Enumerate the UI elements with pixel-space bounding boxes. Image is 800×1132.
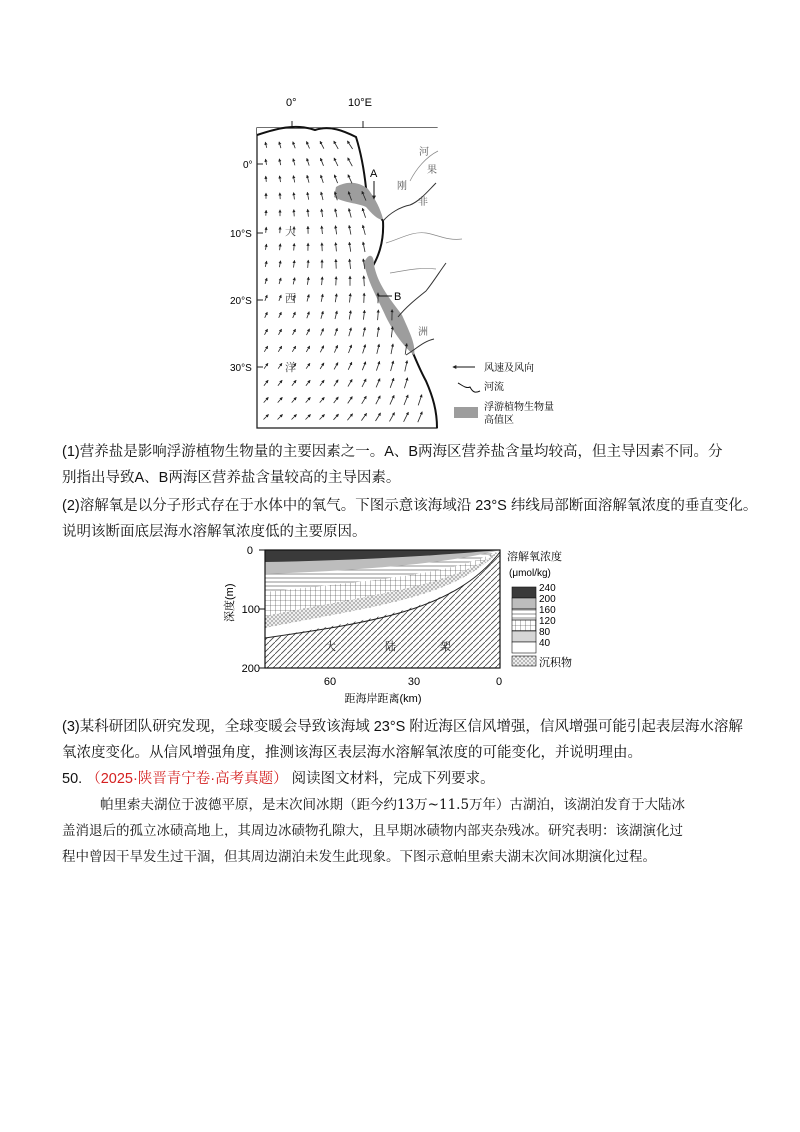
wind-arrow: [278, 380, 282, 385]
question-2-line-2: 说明该断面底层海水溶解氧浓度低的主要原因。: [62, 524, 367, 540]
wind-arrow: [377, 344, 379, 354]
wind-arrow: [307, 142, 310, 149]
wind-arrow: [335, 226, 336, 235]
question-50-number: 50.: [62, 771, 83, 787]
question-50-instruction: 阅读图文材料，完成下列要求。: [291, 771, 495, 787]
wind-arrow: [306, 415, 311, 420]
question-2-line-1: (2)溶解氧是以分子形式存在于水体中的氧气。下图示意该海域沿 23°S 纬线局部断面溶解氧浓度的垂直变化。: [62, 498, 758, 514]
wind-arrow: [348, 362, 352, 370]
wind-arrow: [349, 328, 351, 336]
oxygen-section-figure: [215, 540, 595, 715]
wind-arrow: [320, 415, 325, 420]
wind-arrow: [265, 142, 266, 148]
y-tick-200: 200: [241, 663, 260, 675]
land-char-zhou: 洲: [418, 327, 428, 338]
wind-arrow: [264, 380, 268, 385]
wind-arrow: [404, 378, 407, 388]
wind-arrow: [293, 329, 296, 335]
wind-arrow: [334, 414, 339, 420]
wind-arrow: [292, 380, 296, 385]
wind-arrow: [363, 345, 366, 354]
wind-arrow: [294, 260, 295, 267]
wind-arrow: [362, 208, 365, 217]
wind-arrow: [294, 244, 295, 251]
wind-arrow: [321, 175, 324, 183]
wind-arrow: [293, 142, 295, 149]
wind-arrow: [294, 193, 295, 200]
wind-arrow: [334, 158, 338, 166]
shelf-char-1: 大: [325, 641, 336, 653]
wind-arrow: [266, 244, 267, 250]
wind-arrow: [418, 412, 422, 422]
wind-arrow: [322, 277, 323, 285]
wind-arrow: [279, 312, 282, 318]
legend-value-240: 240: [539, 583, 556, 594]
wind-arrow: [278, 363, 282, 368]
material-line-2: 盖消退后的孤立冰碛高地上，其周边冰碛物孔隙大，且早期冰碛物内部夹杂残冰。研究表明：该湖演化过: [62, 823, 683, 839]
wind-arrow: [334, 363, 338, 370]
wind-arrow: [335, 209, 337, 217]
wind-arrow: [265, 278, 267, 284]
wind-arrow: [307, 192, 308, 199]
wind-arrow: [377, 327, 379, 337]
wind-arrow: [347, 414, 352, 420]
wind-arrow: [334, 175, 337, 183]
question-50-header: [62, 766, 762, 792]
wind-arrow: [306, 346, 309, 352]
wind-arrow: [264, 415, 269, 420]
wind-arrow: [348, 397, 353, 404]
x-tick-60: 60: [323, 676, 337, 688]
legend-sediment-label: 沉积物: [539, 657, 572, 669]
wind-arrow: [306, 397, 311, 402]
wind-arrow: [348, 379, 352, 386]
wind-arrow: [278, 415, 283, 420]
wind-arrow: [266, 176, 267, 182]
wind-arrow: [335, 328, 338, 336]
question-1-line-1: (1)营养盐是影响浮游植物生物量的主要因素之一。A、B两海区营养盐含量均较高，但主导因素不同。分: [62, 444, 723, 460]
wind-arrow: [265, 295, 267, 301]
wind-arrow: [280, 244, 281, 250]
question-1-line-2: 别指出导致A、B两海区营养盐含量较高的主导因素。: [62, 470, 401, 486]
wind-arrow: [292, 415, 297, 420]
wind-arrow: [390, 413, 395, 422]
wind-arrow: [320, 141, 324, 148]
wind-arrow: [279, 329, 282, 335]
lon-label-10e: 10°E: [348, 97, 372, 109]
wind-arrow: [363, 327, 365, 336]
legend-value-200: 200: [539, 594, 556, 605]
wind-arrow: [264, 363, 268, 368]
legend-swatch-40: [512, 642, 536, 653]
y-axis-label: 深度(m): [224, 583, 236, 622]
x-tick-0: 0: [495, 676, 503, 688]
x-axis-label: 距海岸距离(km): [344, 693, 422, 705]
wind-arrow: [280, 176, 281, 182]
legend-value-40: 40: [539, 638, 551, 649]
wind-arrow: [349, 311, 351, 320]
wind-arrow: [308, 260, 309, 268]
legend-value-120: 120: [539, 616, 556, 627]
wind-arrow: [307, 175, 309, 182]
legend-value-80: 80: [539, 627, 551, 638]
wind-arrow: [362, 379, 366, 387]
legend-plankton-label-1: 浮游植物生物量: [484, 402, 554, 413]
wind-arrow: [362, 362, 365, 370]
wind-arrow: [350, 259, 351, 269]
wind-arrow: [307, 295, 309, 302]
lat-label-0: 0°: [243, 160, 253, 171]
point-b-label: B: [394, 291, 402, 303]
wind-arrow: [390, 395, 394, 404]
question-50-source: （2025·陕晋青宁卷·高考真题）: [86, 771, 288, 787]
wind-arrow: [307, 158, 309, 165]
wind-arrow: [418, 395, 422, 406]
wind-arrow: [391, 361, 394, 371]
wind-arrow: [405, 361, 407, 372]
wind-arrow: [264, 397, 269, 402]
lat-label-10s: 10°S: [230, 229, 252, 240]
legend-swatch-160: [512, 609, 536, 620]
wind-arrow: [322, 226, 323, 234]
question-3-line-2: 氧浓度变化。从信风增强角度，推测该海区表层海水溶解氧浓度的可能变化，并说明理由。: [62, 745, 642, 761]
wind-arrow: [376, 413, 381, 421]
lon-label-0: 0°: [286, 97, 297, 109]
wind-arrow: [348, 158, 353, 166]
wind-arrow: [293, 312, 296, 318]
wind-arrow: [364, 276, 365, 286]
wind-arrow: [363, 242, 365, 252]
wind-arrow: [361, 413, 366, 420]
oxygen-legend-unit: (μmol/kg): [509, 568, 551, 579]
legend-value-160: 160: [539, 605, 556, 616]
wind-arrow: [334, 380, 338, 386]
y-tick-100: 100: [241, 604, 260, 616]
land-char-he: 河: [419, 147, 429, 158]
wind-arrow: [321, 209, 322, 217]
wind-arrow: [320, 346, 323, 353]
legend-river-label: 河流: [484, 382, 504, 393]
wind-arrow: [334, 345, 337, 352]
wind-arrow: [307, 312, 309, 319]
wind-arrow: [279, 261, 280, 267]
y-tick-0: 0: [246, 545, 253, 557]
wind-arrow: [404, 395, 408, 405]
oxygen-legend-title: 溶解氧浓度: [507, 551, 562, 563]
wind-arrow: [349, 345, 352, 353]
ocean-char-3: 洋: [285, 362, 296, 374]
africa-landmass: [257, 127, 585, 428]
legend-swatch-120: [512, 620, 536, 631]
wind-arrow: [390, 378, 394, 388]
material-line-1: 帕里索夫湖位于波德平原，是末次间冰期（距今约13万~11.5万年）古湖泊，该湖泊发育于大陆冰: [100, 797, 686, 813]
wind-arrow: [349, 225, 351, 234]
wind-arrow: [279, 295, 281, 301]
wind-arrow: [321, 158, 324, 166]
legend-swatch-200: [512, 598, 536, 609]
wind-arrow: [321, 329, 324, 336]
legend-swatch-240: [512, 587, 536, 598]
wind-arrow: [363, 225, 366, 235]
wind-arrow: [376, 361, 379, 370]
question-50-material: [62, 792, 762, 870]
legend-swatch-sediment: [512, 656, 536, 666]
wind-arrow: [349, 209, 351, 218]
legend-plankton-label-2: 高值区: [484, 415, 514, 426]
lat-label-20s: 20°S: [230, 296, 252, 307]
wind-arrow: [376, 379, 380, 388]
wind-arrow: [279, 142, 281, 148]
wind-arrow: [320, 363, 324, 369]
wind-arrow: [306, 380, 310, 385]
wind-map-figure: [230, 93, 585, 438]
wind-arrow: [320, 380, 324, 386]
wind-arrow: [293, 159, 295, 166]
oxygen-legend: [507, 549, 572, 669]
wind-arrow: [320, 397, 325, 402]
wind-arrow: [334, 397, 339, 403]
legend-wind-label: 风速及风向: [484, 363, 534, 374]
wind-arrow: [335, 294, 336, 302]
wind-arrow: [292, 346, 295, 352]
lat-label-30s: 30°S: [230, 363, 252, 374]
land-char-gang: 刚: [397, 181, 407, 192]
wind-arrow: [265, 329, 268, 335]
wind-arrow: [278, 346, 281, 352]
wind-arrow: [404, 412, 409, 422]
wind-arrow: [362, 396, 367, 404]
wind-arrow: [278, 397, 283, 402]
wind-arrow: [293, 176, 294, 183]
wind-arrow: [266, 227, 267, 233]
land-char-fei: 非: [418, 197, 428, 208]
wind-arrow: [336, 243, 337, 252]
wind-arrow: [279, 159, 280, 165]
wind-arrow: [348, 175, 352, 184]
wind-arrow: [350, 294, 351, 303]
material-line-3: 程中曾因干旱发生过干涸，但其周边湖泊未发生此现象。下图示意帕里索夫湖末次间冰期演化过程。: [62, 849, 656, 865]
wind-arrow: [347, 141, 352, 149]
wind-arrow: [306, 363, 310, 368]
land-char-guo: 果: [427, 165, 437, 176]
question-1: [62, 439, 752, 491]
wind-arrow: [321, 311, 323, 318]
wind-arrow: [266, 159, 267, 165]
wind-arrow: [308, 209, 309, 216]
wind-arrow: [349, 242, 350, 251]
question-2: [62, 493, 762, 545]
wind-arrow: [292, 397, 297, 402]
shelf-char-2: 陆: [385, 641, 396, 653]
wind-arrow: [391, 327, 392, 338]
wind-arrow: [391, 344, 393, 354]
wind-arrow: [334, 141, 338, 149]
wind-arrow: [363, 310, 364, 319]
ocean-char-1: 大: [285, 226, 296, 238]
wind-arrow: [321, 192, 323, 200]
x-tick-30: 30: [407, 676, 421, 688]
legend-plankton-swatch: [454, 407, 478, 418]
wind-arrow: [335, 311, 337, 319]
shelf-char-3: 架: [440, 641, 451, 653]
wind-arrow: [279, 278, 281, 284]
point-a-label: A: [370, 168, 378, 180]
wind-arrow: [265, 312, 268, 318]
wind-arrow: [265, 261, 266, 267]
question-3: [62, 714, 762, 766]
wind-arrow: [264, 346, 267, 352]
ocean-char-2: 西: [285, 293, 296, 305]
wind-arrow: [378, 310, 379, 320]
legend-swatch-80: [512, 631, 536, 642]
wind-arrow: [321, 294, 323, 302]
question-3-line-1: (3)某科研团队研究发现，全球变暖会导致该海域 23°S 附近海区信风增强，信风增强可能引起表层海水溶解: [62, 719, 743, 735]
wind-arrow: [307, 329, 310, 335]
wind-arrow: [376, 396, 380, 404]
wind-arrow: [307, 277, 308, 285]
wind-arrow: [293, 278, 295, 285]
